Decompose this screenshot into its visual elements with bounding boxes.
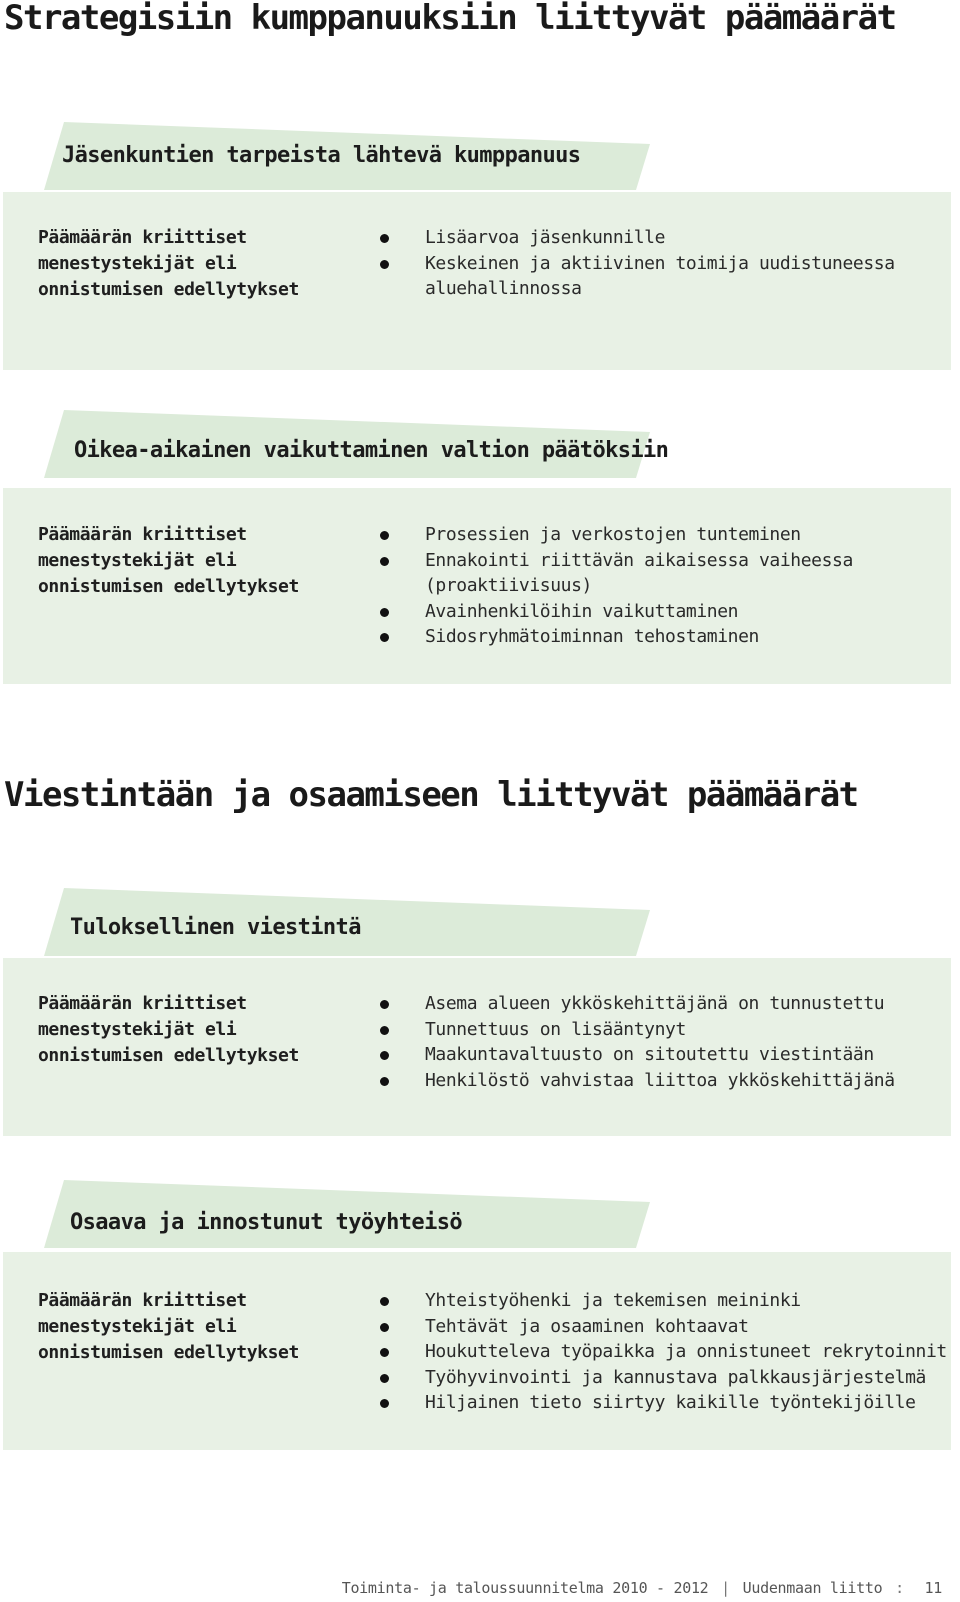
list-item: Tunnettuus on lisääntynyt	[380, 1017, 895, 1043]
list-item: Ennakointi riittävän aikaisessa vaiheessa (proaktiivisuus)	[380, 548, 960, 599]
list-item: Houkutteleva työpaikka ja onnistuneet rekrytoinnit	[380, 1339, 947, 1365]
criteria-list	[380, 522, 960, 650]
criteria-list	[380, 991, 895, 1093]
goal-title: Tuloksellinen viestintä	[70, 915, 361, 940]
list-item: Yhteistyöhenki ja tekemisen meininki	[380, 1288, 947, 1314]
footer-separator: |	[721, 1579, 730, 1597]
list-item: Sidosryhmätoiminnan tehostaminen	[380, 624, 960, 650]
criteria-label: Päämäärän kriittiset menestystekijät eli onnistumisen edellytykset	[38, 524, 299, 597]
section-title: Viestintään ja osaamiseen liittyvät päämäärät	[4, 775, 858, 815]
goal-title: Jäsenkuntien tarpeista lähtevä kumppanuus	[62, 143, 581, 168]
goal-title: Osaava ja innostunut työyhteisö	[70, 1210, 462, 1235]
goal-title: Oikea-aikainen vaikuttaminen valtion päätöksiin	[74, 438, 669, 463]
list-item: Avainhenkilöihin vaikuttaminen	[380, 599, 960, 625]
list-item: Henkilöstö vahvistaa liittoa ykköskehittäjänä	[380, 1068, 895, 1094]
list-item: Prosessien ja verkostojen tunteminen	[380, 522, 960, 548]
list-item: Asema alueen ykköskehittäjänä on tunnustettu	[380, 991, 895, 1017]
list-item: Hiljainen tieto siirtyy kaikille työntekijöille	[380, 1390, 947, 1416]
page-number: 11	[924, 1579, 942, 1597]
list-item: Tehtävät ja osaaminen kohtaavat	[380, 1314, 947, 1340]
criteria-list	[380, 225, 895, 302]
page-title: Strategisiin kumppanuuksiin liittyvät päämäärät	[4, 0, 896, 38]
footer-document-name: Toiminta- ja taloussuunnitelma 2010 - 2012	[341, 1579, 709, 1597]
list-item: Työhyvinvointi ja kannustava palkkausjärjestelmä	[380, 1365, 947, 1391]
criteria-label: Päämäärän kriittiset menestystekijät eli onnistumisen edellytykset	[38, 227, 299, 300]
criteria-label: Päämäärän kriittiset menestystekijät eli onnistumisen edellytykset	[38, 993, 299, 1066]
list-item: Maakuntavaltuusto on sitoutettu viestintään	[380, 1042, 895, 1068]
list-item: Lisäarvoa jäsenkunnille	[380, 225, 895, 251]
footer-colon: :	[895, 1579, 904, 1597]
criteria-label: Päämäärän kriittiset menestystekijät eli onnistumisen edellytykset	[38, 1290, 299, 1363]
list-item: Keskeinen ja aktiivinen toimija uudistuneessa aluehallinnossa	[380, 251, 895, 302]
criteria-list	[380, 1288, 947, 1416]
footer-organization: Uudenmaan liitto	[742, 1579, 883, 1597]
page-footer	[342, 1579, 942, 1597]
